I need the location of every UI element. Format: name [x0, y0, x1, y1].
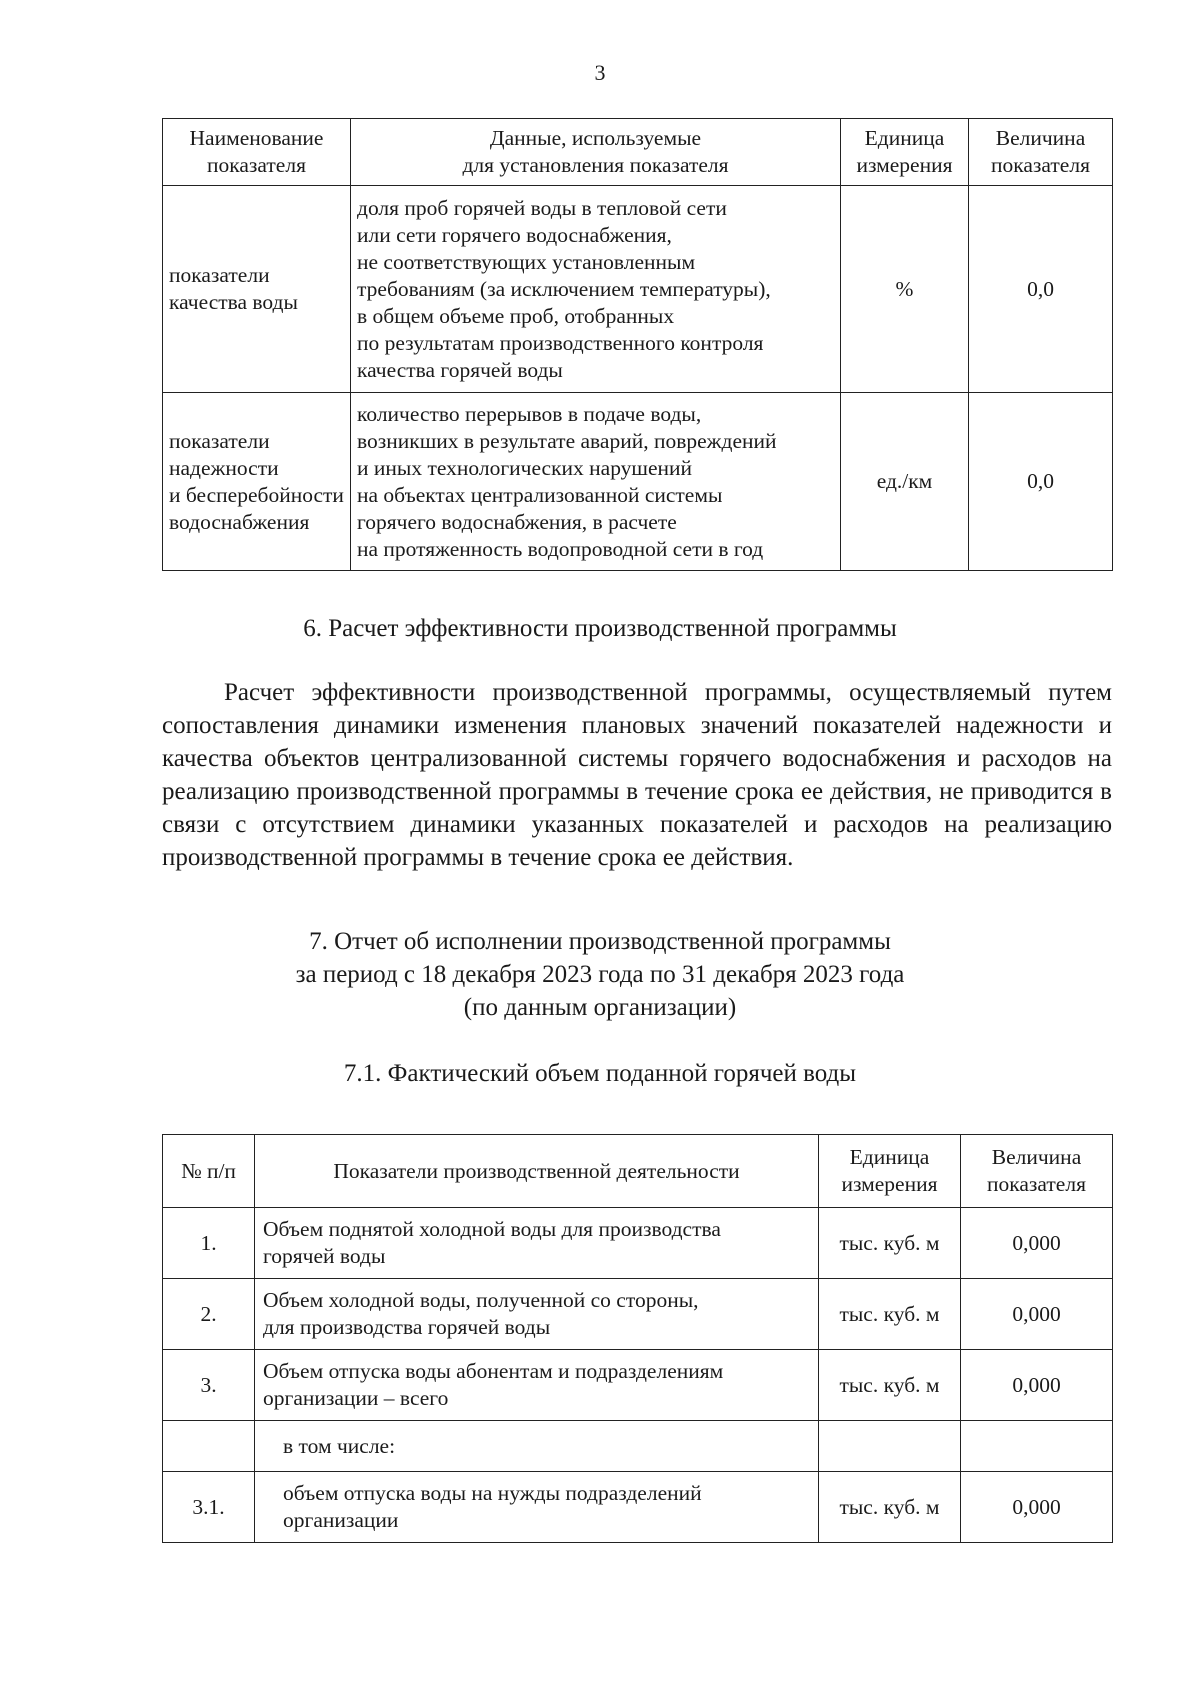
- row-number-cell: 1.: [163, 1208, 255, 1279]
- header-unit: Единица измерения: [819, 1135, 961, 1208]
- table-row: [163, 186, 1113, 393]
- value-cell: 0,000: [961, 1208, 1113, 1279]
- row-number-cell: 2.: [163, 1279, 255, 1350]
- page-number: 3: [594, 60, 606, 85]
- value-cell: 0,0: [969, 186, 1113, 393]
- indicator-data-cell: количество перерывов в подаче воды, возникших в результате аварий, повреждений и иных технологических нарушений на объектах централизованной системы горячего водоснабжения, в расчете на протяженность водопроводной сети в год: [351, 393, 841, 571]
- value-cell: 0,000: [961, 1350, 1113, 1421]
- table-row: [163, 1350, 1113, 1421]
- value-cell: 0,0: [969, 393, 1113, 571]
- value-cell: 0,000: [961, 1472, 1113, 1543]
- indicator-cell: объем отпуска воды на нужды подразделений организации: [255, 1472, 819, 1543]
- hot-water-volume-table: [162, 1134, 1113, 1543]
- value-cell: [961, 1421, 1113, 1472]
- header-indicator-name: Наименование показателя: [163, 119, 351, 186]
- unit-cell: [819, 1421, 961, 1472]
- unit-cell: тыс. куб. м: [819, 1208, 961, 1279]
- unit-cell: ед./км: [841, 393, 969, 571]
- table-row: [163, 1421, 1113, 1472]
- indicator-cell: в том числе:: [255, 1421, 819, 1472]
- unit-cell: тыс. куб. м: [819, 1472, 961, 1543]
- unit-cell: тыс. куб. м: [819, 1350, 961, 1421]
- table-header-row: [163, 119, 1113, 186]
- indicator-cell: Объем отпуска воды абонентам и подразделениям организации – всего: [255, 1350, 819, 1421]
- indicator-data-cell: доля проб горячей воды в тепловой сети или сети горячего водоснабжения, не соответствующих установленным требованиям (за исключением температуры), в общем объеме проб, отобранных по результатам производственного контроля качества горячей воды: [351, 186, 841, 393]
- section-6-heading: 6. Расчет эффективности производственной программы: [303, 615, 897, 642]
- header-indicator: Показатели производственной деятельности: [255, 1135, 819, 1208]
- row-number-cell: 3.: [163, 1350, 255, 1421]
- table-row: [163, 1279, 1113, 1350]
- header-value: Величина показателя: [969, 119, 1113, 186]
- indicator-cell: Объем холодной воды, полученной со стороны, для производства горячей воды: [255, 1279, 819, 1350]
- value-cell: 0,000: [961, 1279, 1113, 1350]
- table-row: [163, 393, 1113, 571]
- header-data-used: Данные, используемые для установления показателя: [351, 119, 841, 186]
- row-number-cell: 3.1.: [163, 1472, 255, 1543]
- header-value: Величина показателя: [961, 1135, 1113, 1208]
- section-7-1-heading: 7.1. Фактический объем поданной горячей воды: [343, 1060, 857, 1087]
- quality-indicators-table: [162, 118, 1113, 571]
- header-number: № п/п: [163, 1135, 255, 1208]
- table-header-row: [163, 1135, 1113, 1208]
- unit-cell: тыс. куб. м: [819, 1279, 961, 1350]
- row-number-cell: [163, 1421, 255, 1472]
- indicator-name-cell: показатели качества воды: [163, 186, 351, 393]
- table-row: [163, 1208, 1113, 1279]
- section-7-heading: 7. Отчет об исполнении производственной программы за период с 18 декабря 2023 года по 31 декабря 2023 года (по данным организации): [295, 928, 905, 1021]
- table-row: [163, 1472, 1113, 1543]
- indicator-name-cell: показатели надежности и бесперебойности водоснабжения: [163, 393, 351, 571]
- header-unit: Единица измерения: [841, 119, 969, 186]
- section-6-paragraph: Расчет эффективности производственной программы, осуществляемый путем сопоставления динамики изменения плановых значений показателей надежности и качества объектов централизованной системы горячего водоснабжения и расходов на реализацию производственной программы в течение срока ее действия, не приводится в связи с отсутствием динамики указанных показателей и расходов на реализацию производственной программы в течение срока ее действия.: [162, 679, 1112, 871]
- unit-cell: %: [841, 186, 969, 393]
- indicator-cell: Объем поднятой холодной воды для производства горячей воды: [255, 1208, 819, 1279]
